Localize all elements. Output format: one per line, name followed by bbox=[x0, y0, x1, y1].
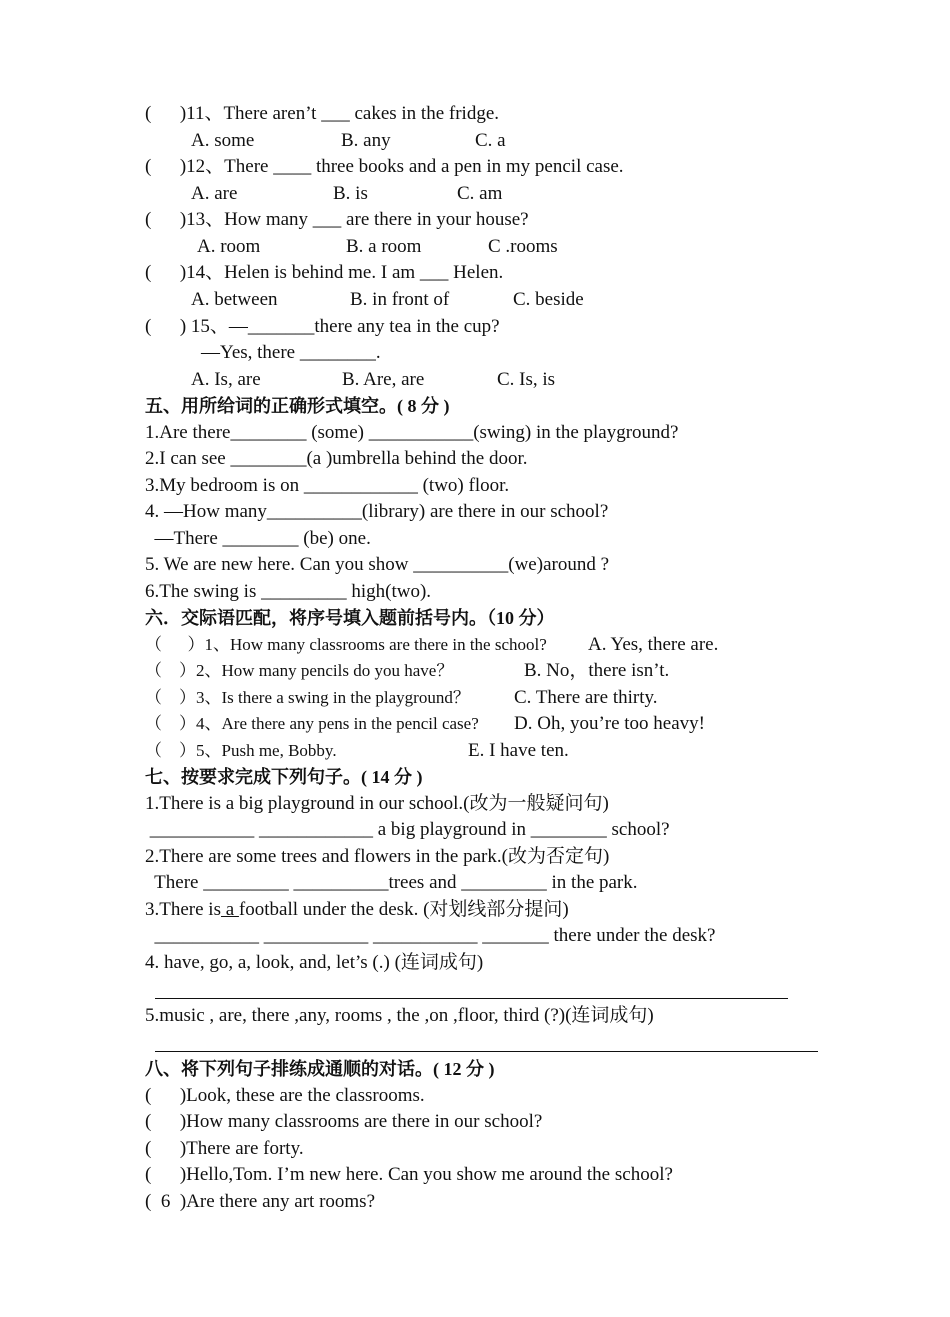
sec8-line: ( )There are forty. bbox=[145, 1138, 304, 1159]
sec6-answer: D. Oh, you’re too heavy! bbox=[514, 713, 706, 734]
sec5-line: 5. We are new here. Can you show __________(we)around ? bbox=[145, 554, 610, 575]
sec7-q3-suffix: football under the desk. (对划线部分提问) bbox=[238, 899, 569, 920]
sec8-line: ( 6 )Are there any art rooms? bbox=[145, 1191, 376, 1212]
answer-rule bbox=[155, 998, 788, 999]
sec7-q2-answer-line: There _________ __________trees and _________ in the park. bbox=[145, 872, 638, 893]
sec5-line: 4. —How many__________(library) are there in our school? bbox=[145, 501, 609, 522]
section-5-heading: 五、用所给词的正确形式填空。( 8 分 ) bbox=[145, 396, 450, 416]
q14-option-a: A. between bbox=[191, 289, 278, 310]
sec6-question: （ ）1、How many classrooms are there in the school? bbox=[145, 635, 547, 654]
sec5-line: 1.Are there________ (some) ___________(swing) in the playground? bbox=[145, 422, 679, 443]
sec5-line: 3.My bedroom is on ____________ (two) floor. bbox=[145, 475, 510, 496]
section-8-heading: 八、将下列句子排练成通顺的对话。( 12 分 ) bbox=[145, 1059, 495, 1079]
sec6-answer: E. I have ten. bbox=[468, 740, 569, 761]
sec6-question: （ ）2、How many pencils do you have？ bbox=[145, 661, 454, 680]
sec7-q3 bbox=[145, 898, 569, 922]
sec6-answer: A. Yes, there are. bbox=[588, 634, 719, 655]
sec8-line: ( )How many classrooms are there in our school? bbox=[145, 1111, 543, 1132]
q15-option-c: C. Is, is bbox=[497, 369, 556, 390]
sec5-line: 2.I can see ________(a )umbrella behind the door. bbox=[145, 448, 528, 469]
underlined-word: a bbox=[220, 899, 239, 920]
q13-option-c: C .rooms bbox=[488, 236, 558, 257]
sec5-line: —There ________ (be) one. bbox=[145, 528, 371, 549]
answer-rule bbox=[155, 1051, 818, 1052]
sec6-question: （ ）3、Is there a swing in the playground？ bbox=[145, 688, 470, 707]
q14-option-c: C. beside bbox=[513, 289, 584, 310]
sec7-q3-prefix: 3.There is bbox=[145, 899, 221, 920]
q12-option-a: A. are bbox=[191, 183, 238, 204]
sec6-answer: B. No，there isn’t. bbox=[524, 660, 670, 681]
question-14-stem: ( )14、Helen is behind me. I am ___ Helen. bbox=[145, 262, 504, 283]
section-6-heading: 六．交际语匹配，将序号填入题前括号内。（10 分） bbox=[145, 608, 555, 628]
sec7-q2: 2.There are some trees and flowers in the park.(改为否定句) bbox=[145, 846, 610, 867]
sec7-q3-answer-line: ___________ ___________ ___________ _______ there under the desk? bbox=[145, 925, 716, 946]
q14-option-b: B. in front of bbox=[350, 289, 450, 310]
question-15-stem: ( ) 15、—_______there any tea in the cup? bbox=[145, 316, 500, 337]
q11-option-c: C. a bbox=[475, 130, 506, 151]
sec7-q1-answer-line: ___________ ____________ a big playground in ________ school? bbox=[145, 819, 670, 840]
sec5-line: 6.The swing is _________ high(two). bbox=[145, 581, 432, 602]
q13-option-b: B. a room bbox=[346, 236, 422, 257]
q12-option-c: C. am bbox=[457, 183, 503, 204]
question-13-stem: ( )13、How many ___ are there in your house? bbox=[145, 209, 529, 230]
sec6-answer: C. There are thirty. bbox=[514, 687, 658, 708]
q12-option-b: B. is bbox=[333, 183, 368, 204]
sec7-q5: 5.music , are, there ,any, rooms , the ,on ,floor, third (?)(连词成句) bbox=[145, 1005, 654, 1026]
q15-option-a: A. Is, are bbox=[191, 369, 261, 390]
sec6-question: （ ）5、Push me, Bobby. bbox=[145, 741, 337, 760]
sec7-q4: 4. have, go, a, look, and, let’s (.) (连词成句) bbox=[145, 952, 484, 973]
question-12-stem: ( )12、There ____ three books and a pen in my pencil case. bbox=[145, 156, 624, 177]
sec8-line: ( )Look, these are the classrooms. bbox=[145, 1085, 425, 1106]
q15-reply: —Yes, there ________. bbox=[201, 342, 381, 363]
sec6-question: （ ）4、Are there any pens in the pencil case? bbox=[145, 714, 479, 733]
sec7-q1: 1.There is a big playground in our school.(改为一般疑问句) bbox=[145, 793, 609, 814]
sec8-line: ( )Hello,Tom. I’m new here. Can you show me around the school? bbox=[145, 1164, 673, 1185]
q15-option-b: B. Are, are bbox=[342, 369, 425, 390]
q13-option-a: A. room bbox=[197, 236, 261, 257]
q11-option-b: B. any bbox=[341, 130, 391, 151]
section-7-heading: 七、按要求完成下列句子。( 14 分 ) bbox=[145, 767, 423, 787]
q11-option-a: A. some bbox=[191, 130, 255, 151]
question-11-stem: ( )11、There aren’t ___ cakes in the fridge. bbox=[145, 103, 500, 124]
